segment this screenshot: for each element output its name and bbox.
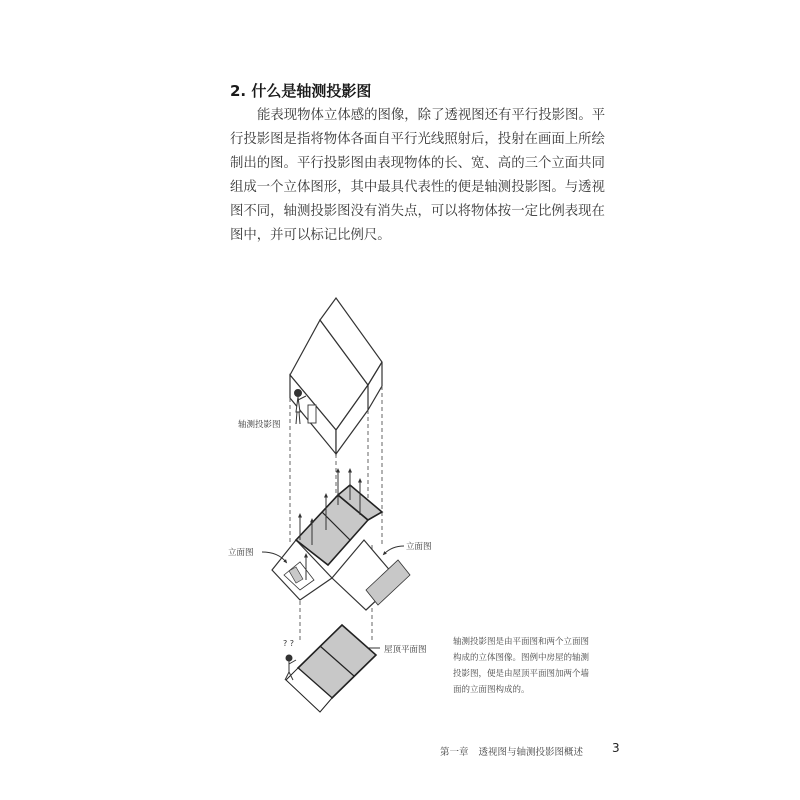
label-axonometric: 轴测投影图 [238,420,281,430]
label-elevation-right: 立面图 [406,542,432,552]
person-figure [295,390,307,425]
person-with-question-icon [283,639,296,680]
body-line: 制出的图。平行投影图由表现物体的长、宽、高的三个立面共同 [230,156,605,171]
roof-plan-drawing [286,625,376,712]
caption-line: 构成的立体图像。图例中房屋的轴测 [453,653,590,663]
label-roof-plan: 屋顶平面图 [384,645,427,655]
projection-lines [290,386,382,640]
caption-line: 轴测投影图是由平面图和两个立面图 [453,637,590,647]
body-line: 能表现物体立体感的图像，除了透视图还有平行投影图。平 [257,108,606,123]
elevation-right-drawing [332,540,410,610]
footer-title: 透视图与轴测投影图概述 [478,747,584,758]
elevation-left-drawing [272,540,332,600]
house-drawing [290,298,382,454]
figure-caption [453,634,628,698]
projection-arrows [300,470,360,580]
caption-line: 投影图，便是由屋顶平面图加两个墙 [453,669,590,679]
page-number: 3 [612,741,620,755]
section-body [230,104,606,248]
body-line: 组成一个立体图形，其中最具代表性的便是轴测投影图。与透视 [230,180,605,195]
body-line: 图不同，轴测投影图没有消失点，可以将物体按一定比例表现在 [230,204,605,219]
svg-text:? ?: ? ? [283,639,295,648]
body-line: 图中，并可以标记比例尺。 [230,228,391,243]
roof-plan-projection [296,485,382,565]
footer-chapter: 第一章 [440,747,469,758]
page-footer [440,744,583,758]
caption-line: 面的立面图构成的。 [453,685,530,695]
section-heading: 2. 什么是轴测投影图 [230,82,372,100]
label-elevation-left: 立面图 [228,548,254,558]
body-line: 行投影图是指将物体各面自平行光线照射后，投射在画面上所绘 [230,132,605,147]
label-leaders [262,546,404,648]
